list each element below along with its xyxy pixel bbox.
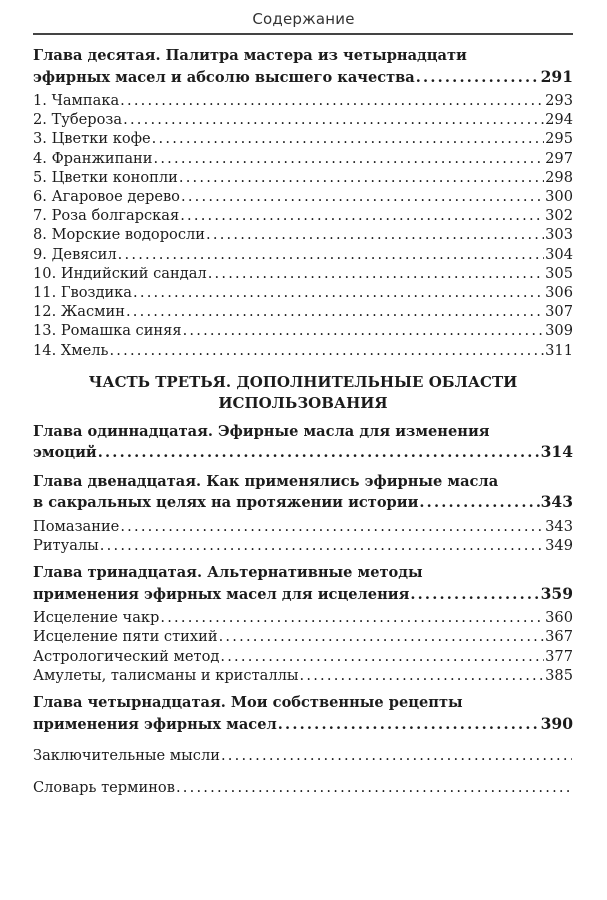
dot-leader <box>120 517 544 536</box>
chapter-title: в сакральных целях на протяжении истории <box>33 494 419 512</box>
dot-leader <box>123 110 544 129</box>
chapter-entry <box>33 46 573 88</box>
item-title: 1. Чампака <box>33 92 120 109</box>
dot-leader <box>208 264 544 283</box>
dot-leader <box>109 341 544 360</box>
page-number: 377 <box>545 647 573 665</box>
item-title: 2. Тубероза <box>33 111 123 129</box>
page-number: 291 <box>540 66 573 86</box>
entry-title: Заключительные мысли <box>33 747 220 765</box>
toc-item <box>33 627 573 646</box>
item-title: Амулеты, талисманы и кристаллы <box>33 666 299 684</box>
dot-leader <box>153 149 544 168</box>
toc-entry <box>33 778 573 799</box>
chapter-title-line <box>33 584 573 606</box>
toc-item <box>33 264 573 283</box>
chapter-title: эфирных масел и абсолю высшего качества <box>33 68 415 86</box>
part-heading-line: ЧАСТЬ ТРЕТЬЯ. ДОПОЛНИТЕЛЬНЫЕ ОБЛАСТИ <box>88 372 518 391</box>
header-rule <box>33 33 573 35</box>
page-number: 298 <box>545 168 573 186</box>
item-title: Ритуалы <box>33 537 99 555</box>
item-title: 3. Цветки кофе <box>33 130 151 148</box>
chapter-title-line <box>33 442 573 464</box>
page-number: 303 <box>545 226 573 244</box>
chapter-title-line <box>33 492 573 514</box>
part-heading <box>33 372 573 414</box>
dot-leader <box>126 302 544 321</box>
chapter-title-line: Глава одиннадцатая. Эфирные масла для изменения <box>33 422 490 440</box>
section-list <box>33 91 573 360</box>
toc-item <box>33 206 573 225</box>
dot-leader <box>419 493 539 514</box>
page-number: 367 <box>545 628 573 646</box>
chapter-title-line: Глава тринадцатая. Альтернативные методы <box>33 564 423 582</box>
toc-item <box>33 517 573 536</box>
chapter-entry <box>33 422 573 464</box>
item-title: 8. Морские водоросли <box>33 226 206 244</box>
dot-leader <box>152 129 544 148</box>
toc-item <box>33 536 573 555</box>
toc-item <box>33 225 573 244</box>
item-title: 9. Девясил <box>33 245 117 263</box>
chapter-title: применения эфирных масел для исцеления <box>33 585 410 603</box>
toc-item <box>33 91 573 110</box>
chapter-title: применения эфирных масел <box>33 715 277 733</box>
page-number: 304 <box>545 245 573 263</box>
page-number: 294 <box>545 111 573 129</box>
dot-leader <box>179 168 544 187</box>
toc-item <box>33 647 573 666</box>
item-title: 5. Цветки конопли <box>33 168 178 186</box>
item-title: 7. Роза болгарская <box>33 207 180 225</box>
toc-item <box>33 149 573 168</box>
page-number: 349 <box>545 537 573 555</box>
dot-leader <box>278 715 540 736</box>
running-header: Содержание <box>252 10 355 28</box>
dot-leader <box>300 666 545 685</box>
section-list <box>33 608 573 685</box>
toc-item <box>33 245 573 264</box>
entry-title: Словарь терминов <box>33 778 175 796</box>
dot-leader <box>180 206 544 225</box>
dot-leader <box>98 443 540 464</box>
page-number: 307 <box>545 303 573 321</box>
item-title: Исцеление чакр <box>33 609 160 627</box>
dot-leader <box>410 585 539 606</box>
page-number: 293 <box>545 92 573 109</box>
page-number: 343 <box>540 492 573 512</box>
page-number: 311 <box>545 341 573 359</box>
toc-item <box>33 168 573 187</box>
page-number: 360 <box>545 609 573 627</box>
item-title: 6. Агаровое дерево <box>33 188 180 206</box>
item-title: 14. Хмель <box>33 341 109 359</box>
dot-leader <box>176 778 572 799</box>
part-heading-line: ИСПОЛЬЗОВАНИЯ <box>218 393 388 412</box>
dot-leader <box>221 746 572 767</box>
dot-leader <box>183 321 545 340</box>
page-number: 309 <box>545 322 573 340</box>
page-number: 359 <box>540 583 573 603</box>
page-number: 314 <box>540 442 573 462</box>
toc-entry <box>33 746 573 767</box>
chapter-entry <box>33 693 573 735</box>
chapter-title-line <box>33 714 573 736</box>
dot-leader <box>133 283 544 302</box>
page-number: 390 <box>540 713 573 733</box>
item-title: 13. Ромашка синяя <box>33 322 182 340</box>
chapter-entry <box>33 563 573 605</box>
page-number: 300 <box>545 188 573 206</box>
page-number: 302 <box>545 207 573 225</box>
dot-leader <box>100 536 544 555</box>
item-title: 10. Индийский сандал <box>33 264 207 282</box>
toc-item <box>33 666 573 685</box>
toc-item <box>33 302 573 321</box>
page-number: 385 <box>545 666 573 684</box>
section-list <box>33 517 573 555</box>
toc-item <box>33 321 573 340</box>
dot-leader <box>206 225 544 244</box>
toc-item <box>33 608 573 627</box>
chapter-title-line <box>33 67 573 89</box>
dot-leader <box>219 627 545 646</box>
dot-leader <box>416 68 540 89</box>
chapter-title-line: Глава четырнадцатая. Мои собственные рецепты <box>33 694 463 712</box>
toc-item <box>33 129 573 148</box>
chapter-title: эмоций <box>33 444 97 462</box>
item-title: Астрологический метод <box>33 647 220 665</box>
item-title: 11. Гвоздика <box>33 284 133 302</box>
chapter-title-line: Глава десятая. Палитра мастера из четырнадцати <box>33 47 467 64</box>
item-title: Исцеление пяти стихий <box>33 628 218 646</box>
chapter-title-line: Глава двенадцатая. Как применялись эфирные масла <box>33 472 499 490</box>
item-title: 4. Франжипани <box>33 149 153 167</box>
item-title: 12. Жасмин <box>33 303 125 321</box>
page-number: 297 <box>545 149 573 167</box>
page-number: 305 <box>545 264 573 282</box>
page-number: 295 <box>545 130 573 148</box>
dot-leader <box>120 91 544 110</box>
toc-item <box>33 110 573 129</box>
dot-leader <box>160 608 544 627</box>
toc-item <box>33 283 573 302</box>
toc-item <box>33 341 573 360</box>
item-title: Помазание <box>33 517 120 535</box>
chapter-entry <box>33 472 573 514</box>
dot-leader <box>181 187 544 206</box>
page-number: 343 <box>545 517 573 535</box>
table-of-contents <box>33 46 573 798</box>
page-number: 306 <box>545 284 573 302</box>
toc-item <box>33 187 573 206</box>
dot-leader <box>220 647 544 666</box>
dot-leader <box>118 245 544 264</box>
